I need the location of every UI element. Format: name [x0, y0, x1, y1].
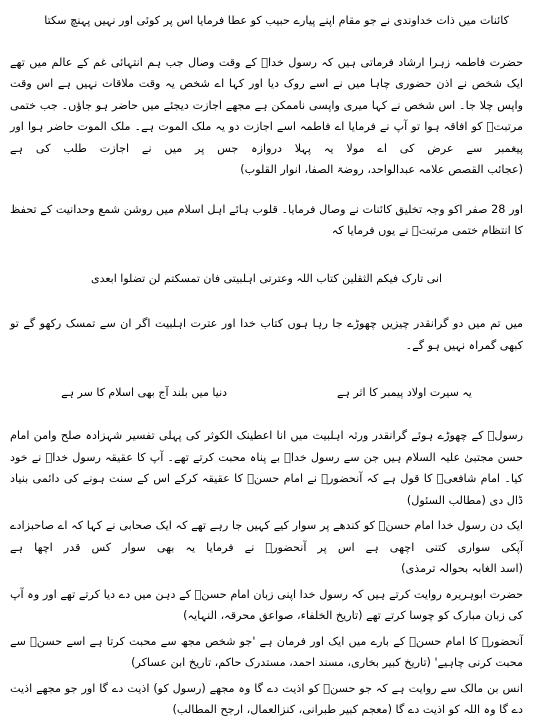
- poetry-couplet: [10, 386, 523, 399]
- arabic-hadith-thaqalayn: انی تارک فیکم الثقلین کتاب اللہ وعترتی اہلبیتی فان تمسکتم لن تضلوا ابعدی: [90, 271, 443, 285]
- paragraph-shoulder-ride: [10, 515, 523, 580]
- paragraph-abu-hurairah: حضرت ابوہریرہ روایت کرتے ہیں کہ رسول خدا اپنی زبان امام حسنؑ کے دہن میں دے دیا کرتے تھے اور وہ آپ کی زبان مبارک کو چوسا کرتے تھے (تاریخ الخلفاء، صواعق محرقہ، النہایہ): [10, 587, 523, 622]
- document-heading: کائنات میں ذات خداوندی نے جو مقام اپنے پیارے حبیب کو عطا فرمایا اس پر کوئی اور نہیں پہنچ سکتا: [44, 14, 509, 27]
- paragraph-text: ایک دن رسول خدا امام حسنؑ کو کندھے پر سوار کیے کہیں جا رہے تھے کہ ایک صحابی نے کہا کہ اے صاحبزادے آپکی سواری کتنی اچھی ہے اس پر آنحضورؐ نے فرمایا یہ بھی سوار کس قدر اچھا ہے: [10, 519, 523, 554]
- paragraph-imam-hasan-legacy: [10, 425, 523, 511]
- paragraph-love-hasan: آنحضورؐ کا امام حسنؑ کے بارے میں ایک اور فرمان ہے 'جو شخص مجھ سے محبت کرتا ہے اسے حسنؑ سے محبت کرنی چاہیے' (تاریخ کبیر بخاری، مسند احمد، مستدرک حاکم، تاریخ ابن عساکر): [10, 634, 523, 669]
- paragraph-text: رسولؐ کے چھوڑے ہوئے گرانقدر ورثہ اہلبیت میں انا اعطینک الکوثر کی پہلی تفسیر شہزادہ صلح وامن امام حسن مجتبیٰ علیہ السلام ہیں جن سے رسول خداؐ بے پناہ محبت کرتے تھے۔ آپ کا عقیقہ رسول خداؐ نے خود کیا۔ امام شافعیؒ کا قول ہے کہ آنحضورؐ نے امام حسنؑ کا عقیقہ کرکے اس کے سنت ہونے کی دائمی بنیاد ڈال دی: [10, 429, 523, 507]
- couplet-first-hemistich: یہ سیرت اولاد پیمبر کا اثر ہے: [337, 386, 472, 399]
- couplet-second-hemistich: دنیا میں بلند آج بھی اسلام کا سر ہے: [61, 386, 228, 399]
- reference-citation: (عجائب القصص علامہ عبدالواحد، روضۃ الصفا، انوار القلوب): [240, 163, 523, 176]
- reference-citation: (مطالب السئول): [406, 493, 486, 507]
- paragraph-hadith-translation: میں تم میں دو گرانقدر چیزیں چھوڑے جا رہا ہوں کتاب خدا اور عترت اہلبیت اگر ان سے تمسک رکھو گے تو کبھی گمراہ نہیں ہو گے۔: [10, 317, 523, 352]
- reference-citation: (اسد الغابہ بحوالہ ترمذی): [401, 562, 523, 575]
- paragraph-text: حضرت فاطمہ زہرا ارشاد فرماتی ہیں کہ رسول خداؐ کے وقت وصال جب ہم انتہائی غم کے عالم میں تھے ایک شخص نے اذن حضوری چاہا میں نے اسے روک دیا اور کہا اے شخص یہ وقت ملاقات نہیں ہے اس وقت واپس چلا جا۔ اس شخص نے کہا میری واپسی ناممکن ہے مجھے اجازت دیجئے میں حاضر ہو جاؤں۔ جب ختمی مرتبتؐ کو افاقہ ہوا تو آپ نے فرمایا اے فاطمہ اسے اجازت دو یہ ملک الموت ہے۔ ملک الموت حاضر ہوا اور پیغمبر سے عرض کی اے مولا یہ پہلا دروازہ جس پر میں نے اجازت طلب کی ہے: [10, 55, 523, 155]
- paragraph-28-safar: اور 28 صفر اکو وجہ تخلیق کائنات نے وصال فرمایا۔ قلوب ہائے اہل اسلام میں روشن شمع وحدانیت کے تحفظ کا انتظام ختمی مرتبتؐ نے یوں فرمایا کہ: [10, 202, 523, 237]
- paragraph-anas-narration: انس بن مالک سے روایت ہے کہ جو حسنؑ کو اذیت دے گا وہ مجھے (رسول کو) اذیت دے گا اور جو مجھے اذیت دے گا وہ اللہ کو اذیت دے گا (معجم کبیر طبرانی، کنزالعمال، ارجح المطالب): [10, 681, 523, 716]
- paragraph-fatima-narration: [10, 52, 523, 181]
